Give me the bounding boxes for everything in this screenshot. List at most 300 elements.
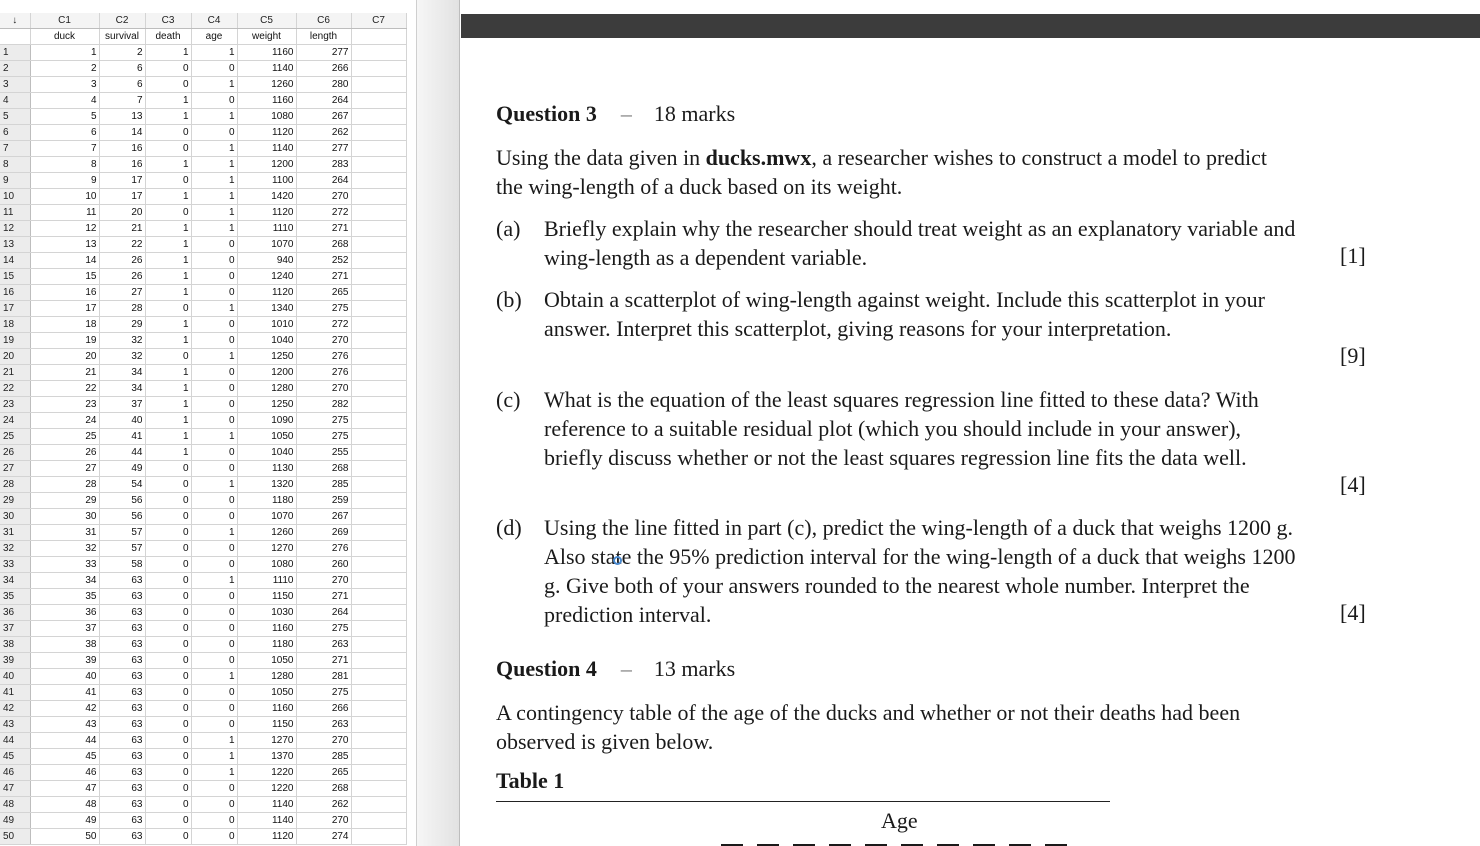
worksheet-cell[interactable]: 33 bbox=[30, 557, 99, 573]
worksheet-cell[interactable]: 1030 bbox=[237, 605, 296, 621]
worksheet-cell[interactable]: 0 bbox=[145, 637, 191, 653]
worksheet-cell[interactable]: 17 bbox=[99, 173, 145, 189]
worksheet-cell-empty[interactable] bbox=[351, 781, 406, 797]
worksheet-cell[interactable]: 63 bbox=[99, 797, 145, 813]
worksheet-cell-empty[interactable] bbox=[351, 605, 406, 621]
worksheet-cell[interactable]: 1 bbox=[191, 477, 237, 493]
worksheet-cell[interactable]: 0 bbox=[191, 637, 237, 653]
worksheet-cell[interactable]: 29 bbox=[30, 493, 99, 509]
worksheet-cell[interactable]: 1120 bbox=[237, 829, 296, 845]
worksheet-cell[interactable]: 252 bbox=[296, 253, 351, 269]
worksheet-cell-empty[interactable] bbox=[351, 349, 406, 365]
worksheet-cell[interactable]: 49 bbox=[99, 461, 145, 477]
worksheet-cell[interactable]: 1 bbox=[191, 221, 237, 237]
worksheet-cell[interactable]: 1080 bbox=[237, 557, 296, 573]
worksheet-cell[interactable]: 0 bbox=[191, 829, 237, 845]
worksheet-cell[interactable]: 1 bbox=[191, 733, 237, 749]
worksheet-cell[interactable]: 2 bbox=[30, 61, 99, 77]
worksheet-cell-empty[interactable] bbox=[351, 429, 406, 445]
row-number[interactable]: 45 bbox=[0, 749, 30, 765]
worksheet-cell[interactable]: 40 bbox=[30, 669, 99, 685]
worksheet-cell[interactable]: 264 bbox=[296, 605, 351, 621]
worksheet-cell-empty[interactable] bbox=[351, 269, 406, 285]
worksheet-cell[interactable]: 259 bbox=[296, 493, 351, 509]
worksheet-cell[interactable]: 1 bbox=[30, 45, 99, 61]
row-number[interactable]: 19 bbox=[0, 333, 30, 349]
worksheet-cell[interactable]: 1340 bbox=[237, 301, 296, 317]
down-arrow-icon[interactable]: ↓ bbox=[0, 13, 30, 29]
worksheet-cell-empty[interactable] bbox=[351, 253, 406, 269]
row-number[interactable]: 5 bbox=[0, 109, 30, 125]
worksheet-cell[interactable]: 1 bbox=[145, 253, 191, 269]
worksheet-cell-empty[interactable] bbox=[351, 701, 406, 717]
row-number[interactable]: 17 bbox=[0, 301, 30, 317]
worksheet-cell[interactable]: 0 bbox=[145, 621, 191, 637]
worksheet-cell[interactable]: 1070 bbox=[237, 509, 296, 525]
worksheet-cell-empty[interactable] bbox=[351, 653, 406, 669]
worksheet-cell[interactable]: 1 bbox=[145, 189, 191, 205]
worksheet-cell[interactable]: 1 bbox=[191, 525, 237, 541]
worksheet-cell[interactable]: 6 bbox=[99, 77, 145, 93]
worksheet-cell[interactable]: 63 bbox=[99, 813, 145, 829]
worksheet-cell[interactable]: 0 bbox=[191, 701, 237, 717]
worksheet-cell[interactable]: 22 bbox=[30, 381, 99, 397]
worksheet-cell[interactable]: 0 bbox=[191, 413, 237, 429]
worksheet-cell[interactable]: 275 bbox=[296, 429, 351, 445]
worksheet-cell[interactable]: 1040 bbox=[237, 445, 296, 461]
worksheet-cell-empty[interactable] bbox=[351, 829, 406, 845]
row-number[interactable]: 21 bbox=[0, 365, 30, 381]
worksheet-cell[interactable]: 255 bbox=[296, 445, 351, 461]
worksheet-cell[interactable]: 274 bbox=[296, 829, 351, 845]
worksheet-cell[interactable]: 1250 bbox=[237, 397, 296, 413]
worksheet-cell[interactable]: 285 bbox=[296, 477, 351, 493]
column-id-c7[interactable]: C7 bbox=[351, 13, 406, 29]
worksheet-cell[interactable]: 1 bbox=[145, 269, 191, 285]
row-number[interactable]: 49 bbox=[0, 813, 30, 829]
worksheet-cell[interactable]: 276 bbox=[296, 541, 351, 557]
worksheet-cell[interactable]: 267 bbox=[296, 109, 351, 125]
worksheet-cell[interactable]: 1260 bbox=[237, 525, 296, 541]
worksheet-cell[interactable]: 1150 bbox=[237, 717, 296, 733]
row-number[interactable]: 11 bbox=[0, 205, 30, 221]
worksheet-cell[interactable]: 0 bbox=[191, 285, 237, 301]
row-number[interactable]: 14 bbox=[0, 253, 30, 269]
worksheet-cell[interactable]: 50 bbox=[30, 829, 99, 845]
worksheet-cell[interactable]: 0 bbox=[145, 781, 191, 797]
row-number[interactable]: 46 bbox=[0, 765, 30, 781]
worksheet-cell[interactable]: 1220 bbox=[237, 781, 296, 797]
worksheet-cell[interactable]: 1 bbox=[191, 573, 237, 589]
worksheet-cell[interactable]: 1110 bbox=[237, 221, 296, 237]
worksheet-cell[interactable]: 6 bbox=[30, 125, 99, 141]
worksheet-cell[interactable]: 1420 bbox=[237, 189, 296, 205]
worksheet-cell[interactable]: 63 bbox=[99, 589, 145, 605]
worksheet-cell[interactable]: 1180 bbox=[237, 493, 296, 509]
worksheet-cell[interactable]: 56 bbox=[99, 493, 145, 509]
column-name-cell[interactable] bbox=[351, 29, 406, 45]
worksheet-cell[interactable]: 263 bbox=[296, 717, 351, 733]
worksheet-cell[interactable]: 63 bbox=[99, 701, 145, 717]
worksheet-pane[interactable] bbox=[0, 0, 416, 846]
worksheet-cell[interactable]: 1 bbox=[145, 221, 191, 237]
worksheet-cell[interactable]: 49 bbox=[30, 813, 99, 829]
worksheet-cell[interactable]: 1160 bbox=[237, 45, 296, 61]
worksheet-cell-empty[interactable] bbox=[351, 157, 406, 173]
worksheet-cell[interactable]: 0 bbox=[145, 525, 191, 541]
row-number[interactable]: 6 bbox=[0, 125, 30, 141]
worksheet-cell[interactable]: 20 bbox=[30, 349, 99, 365]
worksheet-cell[interactable]: 21 bbox=[30, 365, 99, 381]
worksheet-cell-empty[interactable] bbox=[351, 61, 406, 77]
worksheet-cell-empty[interactable] bbox=[351, 573, 406, 589]
row-number[interactable]: 39 bbox=[0, 653, 30, 669]
worksheet-cell[interactable]: 14 bbox=[30, 253, 99, 269]
row-number[interactable]: 9 bbox=[0, 173, 30, 189]
worksheet-cell[interactable]: 1160 bbox=[237, 701, 296, 717]
worksheet-cell[interactable]: 27 bbox=[30, 461, 99, 477]
column-name-cell[interactable]: weight bbox=[237, 29, 296, 45]
worksheet-cell[interactable]: 0 bbox=[191, 541, 237, 557]
worksheet-cell[interactable]: 1 bbox=[191, 429, 237, 445]
worksheet-cell[interactable]: 275 bbox=[296, 685, 351, 701]
worksheet-cell[interactable]: 0 bbox=[191, 125, 237, 141]
document-pane[interactable] bbox=[461, 0, 1480, 846]
worksheet-cell[interactable]: 1320 bbox=[237, 477, 296, 493]
row-number[interactable]: 25 bbox=[0, 429, 30, 445]
worksheet-cell-empty[interactable] bbox=[351, 237, 406, 253]
worksheet-cell[interactable]: 1140 bbox=[237, 797, 296, 813]
worksheet-cell-empty[interactable] bbox=[351, 189, 406, 205]
worksheet-cell[interactable]: 1 bbox=[145, 429, 191, 445]
worksheet-cell-empty[interactable] bbox=[351, 317, 406, 333]
worksheet-cell[interactable]: 0 bbox=[145, 493, 191, 509]
worksheet-cell[interactable]: 38 bbox=[30, 637, 99, 653]
worksheet-cell-empty[interactable] bbox=[351, 813, 406, 829]
worksheet-cell[interactable]: 1 bbox=[191, 349, 237, 365]
worksheet-cell[interactable]: 0 bbox=[191, 61, 237, 77]
worksheet-cell[interactable]: 0 bbox=[191, 333, 237, 349]
worksheet-cell[interactable]: 16 bbox=[99, 157, 145, 173]
worksheet-cell[interactable]: 0 bbox=[191, 797, 237, 813]
worksheet-cell-empty[interactable] bbox=[351, 717, 406, 733]
worksheet-cell[interactable]: 28 bbox=[99, 301, 145, 317]
worksheet-cell[interactable]: 36 bbox=[30, 605, 99, 621]
worksheet-cell[interactable]: 265 bbox=[296, 285, 351, 301]
worksheet-cell-empty[interactable] bbox=[351, 797, 406, 813]
row-number[interactable]: 48 bbox=[0, 797, 30, 813]
row-number[interactable]: 29 bbox=[0, 493, 30, 509]
worksheet-cell[interactable]: 32 bbox=[99, 349, 145, 365]
worksheet-cell[interactable]: 2 bbox=[99, 45, 145, 61]
worksheet-cell-empty[interactable] bbox=[351, 173, 406, 189]
worksheet-cell[interactable]: 16 bbox=[99, 141, 145, 157]
worksheet-cell[interactable]: 42 bbox=[30, 701, 99, 717]
worksheet-cell[interactable]: 3 bbox=[30, 77, 99, 93]
column-id-c5[interactable]: C5 bbox=[237, 13, 296, 29]
worksheet-cell[interactable]: 32 bbox=[30, 541, 99, 557]
row-number[interactable]: 41 bbox=[0, 685, 30, 701]
worksheet-cell[interactable]: 17 bbox=[30, 301, 99, 317]
row-number[interactable]: 44 bbox=[0, 733, 30, 749]
row-number[interactable]: 10 bbox=[0, 189, 30, 205]
worksheet-cell[interactable]: 30 bbox=[30, 509, 99, 525]
worksheet-cell[interactable]: 4 bbox=[30, 93, 99, 109]
worksheet-cell[interactable]: 1220 bbox=[237, 765, 296, 781]
worksheet-cell[interactable]: 0 bbox=[145, 765, 191, 781]
worksheet-cell[interactable]: 1050 bbox=[237, 429, 296, 445]
worksheet-cell[interactable]: 0 bbox=[145, 749, 191, 765]
row-number[interactable]: 27 bbox=[0, 461, 30, 477]
worksheet-cell[interactable]: 268 bbox=[296, 781, 351, 797]
worksheet-cell[interactable]: 28 bbox=[30, 477, 99, 493]
worksheet-cell[interactable]: 0 bbox=[191, 365, 237, 381]
worksheet-cell[interactable]: 1 bbox=[145, 413, 191, 429]
worksheet-cell[interactable]: 1070 bbox=[237, 237, 296, 253]
row-number[interactable]: 50 bbox=[0, 829, 30, 845]
worksheet-cell-empty[interactable] bbox=[351, 413, 406, 429]
worksheet-grid[interactable] bbox=[0, 13, 407, 845]
column-id-c3[interactable]: C3 bbox=[145, 13, 191, 29]
worksheet-cell[interactable]: 0 bbox=[145, 61, 191, 77]
worksheet-cell[interactable]: 8 bbox=[30, 157, 99, 173]
worksheet-cell[interactable]: 1080 bbox=[237, 109, 296, 125]
worksheet-cell[interactable]: 12 bbox=[30, 221, 99, 237]
worksheet-cell[interactable]: 16 bbox=[30, 285, 99, 301]
worksheet-cell[interactable]: 275 bbox=[296, 301, 351, 317]
row-number[interactable]: 30 bbox=[0, 509, 30, 525]
worksheet-cell[interactable]: 280 bbox=[296, 77, 351, 93]
worksheet-cell[interactable]: 1 bbox=[145, 365, 191, 381]
column-id-c4[interactable]: C4 bbox=[191, 13, 237, 29]
worksheet-cell[interactable]: 264 bbox=[296, 93, 351, 109]
worksheet-cell[interactable]: 271 bbox=[296, 653, 351, 669]
column-name-cell[interactable]: survival bbox=[99, 29, 145, 45]
worksheet-cell[interactable]: 37 bbox=[99, 397, 145, 413]
worksheet-cell[interactable]: 63 bbox=[99, 717, 145, 733]
worksheet-cell[interactable]: 0 bbox=[191, 253, 237, 269]
worksheet-cell[interactable]: 1050 bbox=[237, 685, 296, 701]
worksheet-cell[interactable]: 0 bbox=[191, 269, 237, 285]
worksheet-cell[interactable]: 0 bbox=[145, 205, 191, 221]
worksheet-cell[interactable]: 24 bbox=[30, 413, 99, 429]
worksheet-cell[interactable]: 0 bbox=[145, 797, 191, 813]
worksheet-cell[interactable]: 1100 bbox=[237, 173, 296, 189]
worksheet-cell[interactable]: 1 bbox=[191, 749, 237, 765]
worksheet-cell-empty[interactable] bbox=[351, 557, 406, 573]
worksheet-cell[interactable]: 63 bbox=[99, 621, 145, 637]
worksheet-cell[interactable]: 32 bbox=[99, 333, 145, 349]
worksheet-cell[interactable]: 1 bbox=[145, 397, 191, 413]
worksheet-cell[interactable]: 0 bbox=[191, 445, 237, 461]
worksheet-cell[interactable]: 0 bbox=[191, 509, 237, 525]
pane-splitter[interactable] bbox=[416, 0, 460, 846]
worksheet-cell[interactable]: 0 bbox=[191, 557, 237, 573]
worksheet-cell[interactable]: 1140 bbox=[237, 141, 296, 157]
worksheet-cell[interactable]: 282 bbox=[296, 397, 351, 413]
worksheet-cell[interactable]: 0 bbox=[145, 701, 191, 717]
row-number[interactable]: 43 bbox=[0, 717, 30, 733]
worksheet-cell[interactable]: 0 bbox=[145, 461, 191, 477]
worksheet-cell[interactable]: 1270 bbox=[237, 733, 296, 749]
worksheet-cell[interactable]: 260 bbox=[296, 557, 351, 573]
worksheet-cell[interactable]: 26 bbox=[99, 253, 145, 269]
worksheet-cell[interactable]: 940 bbox=[237, 253, 296, 269]
row-number[interactable]: 26 bbox=[0, 445, 30, 461]
worksheet-cell-empty[interactable] bbox=[351, 749, 406, 765]
worksheet-cell[interactable]: 268 bbox=[296, 461, 351, 477]
worksheet-cell[interactable]: 63 bbox=[99, 733, 145, 749]
worksheet-cell[interactable]: 10 bbox=[30, 189, 99, 205]
worksheet-cell[interactable]: 14 bbox=[99, 125, 145, 141]
worksheet-cell[interactable]: 1 bbox=[191, 669, 237, 685]
worksheet-cell[interactable]: 20 bbox=[99, 205, 145, 221]
worksheet-cell[interactable]: 276 bbox=[296, 365, 351, 381]
worksheet-cell[interactable]: 1 bbox=[145, 317, 191, 333]
worksheet-cell[interactable]: 21 bbox=[99, 221, 145, 237]
worksheet-cell[interactable]: 18 bbox=[30, 317, 99, 333]
worksheet-cell-empty[interactable] bbox=[351, 221, 406, 237]
worksheet-cell[interactable]: 268 bbox=[296, 237, 351, 253]
worksheet-cell[interactable]: 0 bbox=[145, 717, 191, 733]
worksheet-cell[interactable]: 0 bbox=[191, 93, 237, 109]
row-number[interactable]: 22 bbox=[0, 381, 30, 397]
worksheet-cell[interactable]: 57 bbox=[99, 525, 145, 541]
row-number[interactable]: 37 bbox=[0, 621, 30, 637]
worksheet-cell[interactable]: 0 bbox=[191, 237, 237, 253]
worksheet-cell[interactable]: 27 bbox=[99, 285, 145, 301]
worksheet-cell[interactable]: 1 bbox=[191, 301, 237, 317]
worksheet-cell[interactable]: 270 bbox=[296, 189, 351, 205]
worksheet-cell[interactable]: 270 bbox=[296, 813, 351, 829]
worksheet-cell[interactable]: 1180 bbox=[237, 637, 296, 653]
worksheet-cell[interactable]: 1 bbox=[191, 189, 237, 205]
worksheet-cell[interactable]: 267 bbox=[296, 509, 351, 525]
row-number[interactable]: 40 bbox=[0, 669, 30, 685]
row-number[interactable]: 35 bbox=[0, 589, 30, 605]
worksheet-cell-empty[interactable] bbox=[351, 637, 406, 653]
worksheet-cell[interactable]: 1 bbox=[145, 93, 191, 109]
worksheet-cell[interactable]: 1 bbox=[145, 237, 191, 253]
row-number[interactable]: 36 bbox=[0, 605, 30, 621]
worksheet-cell[interactable]: 262 bbox=[296, 125, 351, 141]
worksheet-cell[interactable]: 266 bbox=[296, 61, 351, 77]
worksheet-cell-empty[interactable] bbox=[351, 765, 406, 781]
worksheet-cell-empty[interactable] bbox=[351, 509, 406, 525]
worksheet-cell[interactable]: 0 bbox=[145, 349, 191, 365]
worksheet-cell[interactable]: 271 bbox=[296, 269, 351, 285]
worksheet-cell[interactable]: 1260 bbox=[237, 77, 296, 93]
worksheet-cell[interactable]: 22 bbox=[99, 237, 145, 253]
worksheet-cell[interactable]: 47 bbox=[30, 781, 99, 797]
row-number[interactable]: 20 bbox=[0, 349, 30, 365]
worksheet-cell[interactable]: 23 bbox=[30, 397, 99, 413]
worksheet-cell[interactable]: 29 bbox=[99, 317, 145, 333]
row-number[interactable]: 1 bbox=[0, 45, 30, 61]
worksheet-cell[interactable]: 0 bbox=[145, 125, 191, 141]
worksheet-cell[interactable]: 34 bbox=[30, 573, 99, 589]
row-number[interactable]: 31 bbox=[0, 525, 30, 541]
worksheet-cell[interactable]: 63 bbox=[99, 653, 145, 669]
worksheet-cell[interactable]: 19 bbox=[30, 333, 99, 349]
worksheet-cell[interactable]: 0 bbox=[191, 317, 237, 333]
worksheet-cell[interactable]: 39 bbox=[30, 653, 99, 669]
row-number[interactable]: 4 bbox=[0, 93, 30, 109]
column-name-cell[interactable]: age bbox=[191, 29, 237, 45]
worksheet-cell[interactable]: 1130 bbox=[237, 461, 296, 477]
column-name-cell[interactable]: death bbox=[145, 29, 191, 45]
worksheet-cell[interactable]: 1 bbox=[145, 445, 191, 461]
worksheet-cell-empty[interactable] bbox=[351, 141, 406, 157]
worksheet-cell-empty[interactable] bbox=[351, 109, 406, 125]
worksheet-cell[interactable]: 1 bbox=[191, 173, 237, 189]
worksheet-cell[interactable]: 1 bbox=[145, 45, 191, 61]
worksheet-cell[interactable]: 41 bbox=[30, 685, 99, 701]
worksheet-cell[interactable]: 17 bbox=[99, 189, 145, 205]
worksheet-cell[interactable]: 13 bbox=[99, 109, 145, 125]
worksheet-cell[interactable]: 0 bbox=[145, 589, 191, 605]
worksheet-cell-empty[interactable] bbox=[351, 45, 406, 61]
worksheet-cell[interactable]: 0 bbox=[145, 173, 191, 189]
worksheet-cell[interactable]: 1140 bbox=[237, 813, 296, 829]
worksheet-cell[interactable]: 57 bbox=[99, 541, 145, 557]
row-number[interactable]: 18 bbox=[0, 317, 30, 333]
worksheet-cell[interactable]: 0 bbox=[145, 829, 191, 845]
worksheet-cell[interactable]: 35 bbox=[30, 589, 99, 605]
worksheet-cell[interactable]: 277 bbox=[296, 45, 351, 61]
worksheet-cell[interactable]: 269 bbox=[296, 525, 351, 541]
worksheet-cell[interactable]: 58 bbox=[99, 557, 145, 573]
worksheet-cell[interactable]: 34 bbox=[99, 381, 145, 397]
row-number[interactable]: 8 bbox=[0, 157, 30, 173]
worksheet-cell-empty[interactable] bbox=[351, 333, 406, 349]
worksheet-cell[interactable]: 5 bbox=[30, 109, 99, 125]
worksheet-cell[interactable]: 41 bbox=[99, 429, 145, 445]
worksheet-cell[interactable]: 262 bbox=[296, 797, 351, 813]
worksheet-cell[interactable]: 63 bbox=[99, 685, 145, 701]
worksheet-cell-empty[interactable] bbox=[351, 733, 406, 749]
worksheet-cell-empty[interactable] bbox=[351, 541, 406, 557]
worksheet-cell[interactable]: 0 bbox=[191, 717, 237, 733]
worksheet-cell[interactable]: 63 bbox=[99, 749, 145, 765]
worksheet-cell[interactable]: 0 bbox=[145, 813, 191, 829]
worksheet-cell[interactable]: 0 bbox=[145, 685, 191, 701]
row-number[interactable]: 32 bbox=[0, 541, 30, 557]
worksheet-cell[interactable]: 277 bbox=[296, 141, 351, 157]
row-number[interactable]: 24 bbox=[0, 413, 30, 429]
row-number[interactable]: 28 bbox=[0, 477, 30, 493]
worksheet-cell[interactable]: 275 bbox=[296, 413, 351, 429]
worksheet-cell[interactable]: 25 bbox=[30, 429, 99, 445]
worksheet-cell[interactable]: 1 bbox=[191, 205, 237, 221]
worksheet-cell[interactable]: 40 bbox=[99, 413, 145, 429]
worksheet-cell[interactable]: 13 bbox=[30, 237, 99, 253]
worksheet-cell[interactable]: 0 bbox=[191, 397, 237, 413]
worksheet-cell[interactable]: 56 bbox=[99, 509, 145, 525]
worksheet-cell[interactable]: 0 bbox=[145, 541, 191, 557]
worksheet-cell[interactable]: 1040 bbox=[237, 333, 296, 349]
worksheet-cell[interactable]: 43 bbox=[30, 717, 99, 733]
worksheet-cell[interactable]: 0 bbox=[145, 509, 191, 525]
worksheet-cell[interactable]: 26 bbox=[99, 269, 145, 285]
worksheet-cell[interactable]: 1 bbox=[145, 109, 191, 125]
worksheet-cell[interactable]: 1 bbox=[191, 45, 237, 61]
worksheet-cell[interactable]: 1150 bbox=[237, 589, 296, 605]
worksheet-cell[interactable]: 63 bbox=[99, 829, 145, 845]
column-name-cell[interactable]: duck bbox=[30, 29, 99, 45]
worksheet-cell[interactable]: 1280 bbox=[237, 381, 296, 397]
worksheet-cell[interactable]: 63 bbox=[99, 781, 145, 797]
